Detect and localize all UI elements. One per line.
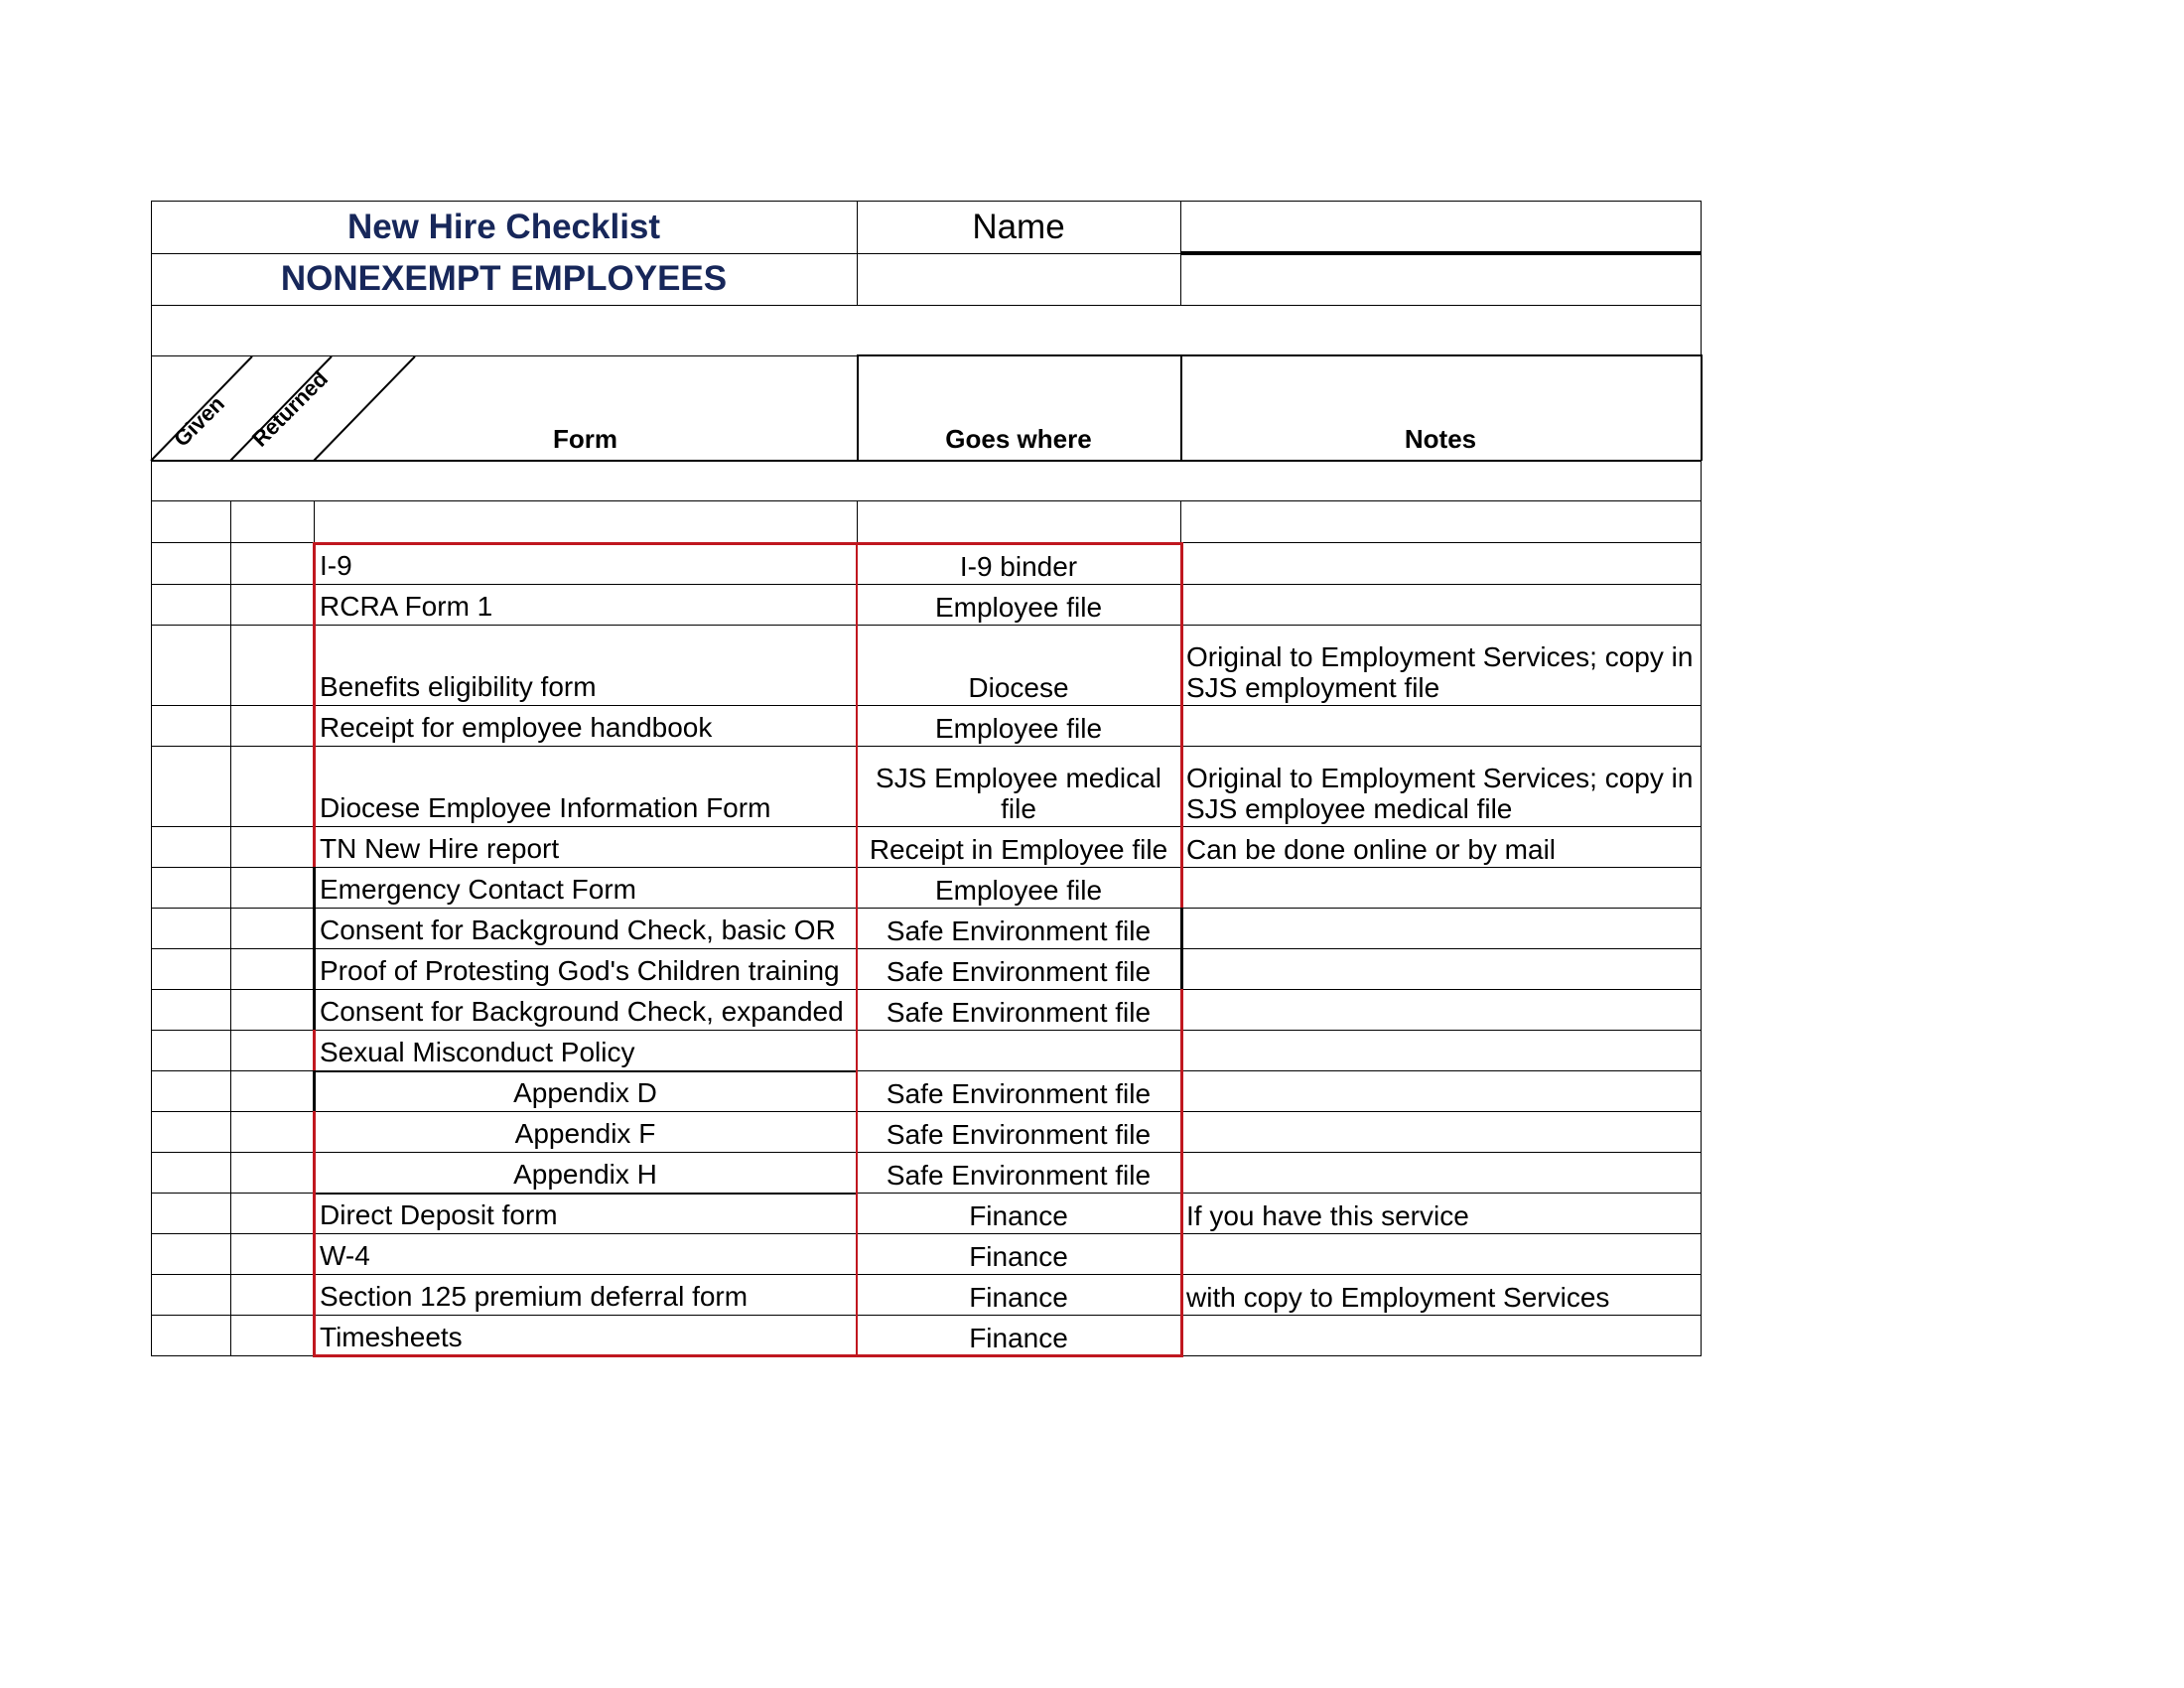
checkbox-given[interactable] — [151, 1030, 230, 1070]
form-name-cell: Appendix H — [513, 1159, 657, 1190]
notes-cell: Original to Employment Services; copy in SJS employment file — [1186, 641, 1694, 703]
checkbox-given[interactable] — [151, 1152, 230, 1193]
form-name-cell: Consent for Background Check, expanded — [320, 996, 844, 1027]
grid-line — [857, 354, 859, 461]
grid-line — [151, 746, 1702, 747]
notes-cell — [1180, 948, 1701, 989]
form-name-cell: Appendix F — [514, 1118, 656, 1149]
goes-where-cell: I-9 binder — [959, 551, 1078, 582]
grid-line — [151, 355, 152, 461]
grid-line — [151, 543, 152, 1356]
form-name-cell: RCRA Form 1 — [320, 591, 493, 622]
goes-where-cell: Safe Environment file — [886, 1160, 1152, 1191]
checkbox-returned[interactable] — [230, 1111, 314, 1152]
checkbox-returned[interactable] — [230, 1152, 314, 1193]
notes-cell — [1180, 989, 1701, 1030]
checkbox-returned[interactable] — [230, 1193, 314, 1233]
grid-line — [151, 1274, 1702, 1275]
notes-cell — [1180, 1070, 1701, 1111]
column-header-goes-where: Goes where — [945, 424, 1092, 454]
checkbox-given[interactable] — [151, 908, 230, 948]
grid-line — [1180, 500, 1181, 543]
checkbox-given[interactable] — [151, 989, 230, 1030]
form-name-cell: Appendix D — [513, 1077, 657, 1108]
checkbox-given[interactable] — [151, 543, 230, 584]
checkbox-returned[interactable] — [230, 826, 314, 867]
grid-line — [151, 305, 1702, 306]
grid-line — [1180, 354, 1182, 461]
checkbox-returned[interactable] — [230, 1030, 314, 1070]
form-name-cell: Direct Deposit form — [320, 1199, 558, 1230]
goes-where-cell: Diocese — [968, 672, 1069, 703]
form-name-cell: Proof of Protesting God's Children training — [320, 955, 840, 986]
checkbox-given[interactable] — [151, 746, 230, 826]
notes-cell — [1180, 543, 1701, 584]
grid-line — [314, 500, 315, 543]
notes-cell: Can be done online or by mail — [1186, 834, 1557, 865]
grid-line — [151, 948, 1702, 949]
goes-where-cell: Employee file — [934, 713, 1103, 744]
form-name-cell: Emergency Contact Form — [320, 874, 636, 905]
checkbox-given[interactable] — [151, 1274, 230, 1315]
grid-line — [151, 908, 1702, 909]
checkbox-given[interactable] — [151, 1315, 230, 1355]
grid-line — [1701, 305, 1702, 356]
diagonal-header-lines — [149, 353, 427, 463]
grid-line — [856, 542, 858, 1356]
checkbox-given[interactable] — [151, 948, 230, 989]
grid-line — [151, 460, 1702, 462]
form-name-cell: Diocese Employee Information Form — [320, 792, 771, 823]
grid-line — [151, 1315, 1702, 1316]
checkbox-given[interactable] — [151, 1233, 230, 1274]
checkbox-given[interactable] — [151, 1111, 230, 1152]
checkbox-given[interactable] — [151, 705, 230, 746]
checkbox-returned[interactable] — [230, 705, 314, 746]
grid-line — [314, 1193, 857, 1195]
notes-cell — [1180, 1315, 1701, 1355]
grid-line — [857, 201, 858, 306]
goes-where-cell: Safe Environment file — [886, 956, 1152, 987]
grid-line — [313, 867, 316, 1030]
grid-line — [1701, 460, 1702, 500]
grid-line — [1701, 201, 1702, 306]
page-subtitle: NONEXEMPT EMPLOYEES — [280, 259, 728, 298]
checkbox-returned[interactable] — [230, 584, 314, 625]
grid-line — [151, 201, 1702, 202]
checkbox-given[interactable] — [151, 867, 230, 908]
grid-line — [151, 1233, 1702, 1234]
grid-line — [151, 705, 1702, 706]
checkbox-given[interactable] — [151, 584, 230, 625]
grid-line — [151, 625, 1702, 626]
checkbox-given[interactable] — [151, 1193, 230, 1233]
form-name-cell: W-4 — [320, 1240, 370, 1271]
grid-line — [151, 500, 152, 543]
checkbox-returned[interactable] — [230, 908, 314, 948]
column-header-given: Given — [169, 390, 229, 452]
grid-line — [1701, 500, 1702, 543]
goes-where-cell: Employee file — [934, 592, 1103, 623]
notes-cell — [1180, 1152, 1701, 1193]
checkbox-returned[interactable] — [230, 1233, 314, 1274]
checkbox-given[interactable] — [151, 826, 230, 867]
goes-where-cell: Safe Environment file — [886, 997, 1152, 1028]
checkbox-returned[interactable] — [230, 1274, 314, 1315]
checkbox-returned[interactable] — [230, 625, 314, 705]
form-name-cell: Consent for Background Check, basic OR — [320, 914, 836, 945]
form-name-cell: Timesheets — [320, 1322, 463, 1352]
grid-line — [151, 1152, 1702, 1153]
notes-cell: If you have this service — [1186, 1200, 1469, 1231]
goes-where-cell: Employee file — [934, 875, 1103, 906]
grid-line — [151, 460, 152, 500]
notes-cell — [1180, 584, 1701, 625]
checkbox-returned[interactable] — [230, 867, 314, 908]
notes-cell — [1180, 705, 1701, 746]
goes-where-cell: Safe Environment file — [886, 915, 1152, 946]
goes-where-cell: Safe Environment file — [886, 1119, 1152, 1150]
checkbox-given[interactable] — [151, 1070, 230, 1111]
goes-where-cell: Finance — [969, 1241, 1068, 1272]
grid-line — [1701, 543, 1702, 1356]
form-name-cell: Sexual Misconduct Policy — [320, 1037, 635, 1067]
grid-line — [1180, 251, 1702, 255]
column-header-returned: Returned — [247, 365, 333, 452]
notes-cell — [1180, 1030, 1701, 1070]
grid-line — [1701, 354, 1703, 461]
grid-line — [151, 989, 1702, 990]
notes-cell — [1180, 1111, 1701, 1152]
grid-line — [1180, 201, 1181, 306]
grid-line — [1180, 908, 1183, 989]
name-label: Name — [972, 208, 1065, 246]
checkbox-returned[interactable] — [230, 948, 314, 989]
goes-where-cell: Finance — [969, 1282, 1068, 1313]
form-name-cell: TN New Hire report — [320, 833, 560, 864]
grid-line — [313, 1354, 1183, 1357]
goes-where-cell: Safe Environment file — [886, 1078, 1152, 1109]
grid-line — [857, 354, 1702, 356]
grid-line — [313, 542, 1183, 545]
checkbox-returned[interactable] — [230, 989, 314, 1030]
notes-cell — [1180, 1233, 1701, 1274]
grid-line — [151, 201, 152, 306]
grid-line — [151, 500, 1702, 501]
grid-line — [314, 1070, 857, 1072]
grid-line — [151, 305, 152, 356]
form-name-cell: Receipt for employee handbook — [320, 712, 713, 743]
name-field[interactable] — [1180, 202, 1701, 253]
grid-line — [230, 543, 231, 1356]
goes-where-cell — [857, 1030, 1180, 1070]
checkbox-returned[interactable] — [230, 543, 314, 584]
notes-cell: Original to Employment Services; copy in SJS employee medical file — [1186, 763, 1694, 824]
column-header-form: Form — [553, 424, 617, 454]
checkbox-returned[interactable] — [230, 1315, 314, 1355]
checkbox-returned[interactable] — [230, 1070, 314, 1111]
checkbox-returned[interactable] — [230, 746, 314, 826]
grid-line — [151, 826, 1702, 827]
goes-where-cell: Receipt in Employee file — [869, 834, 1168, 865]
goes-where-cell: Finance — [969, 1200, 1068, 1231]
grid-line — [151, 253, 1180, 254]
goes-where-cell: Finance — [969, 1323, 1068, 1353]
grid-line — [151, 1111, 1702, 1112]
column-header-notes: Notes — [1404, 424, 1477, 454]
form-name-cell: Benefits eligibility form — [320, 671, 597, 702]
goes-where-cell: SJS Employee medical file — [876, 763, 1161, 824]
grid-line — [151, 867, 1702, 868]
form-name-cell: I-9 — [320, 550, 352, 581]
grid-line — [151, 1030, 1702, 1031]
notes-cell — [1180, 908, 1701, 948]
grid-line — [151, 584, 1702, 585]
checkbox-given[interactable] — [151, 625, 230, 705]
notes-cell — [1180, 867, 1701, 908]
grid-line — [230, 500, 231, 543]
grid-line — [857, 500, 858, 543]
grid-line — [313, 1070, 316, 1111]
notes-cell: with copy to Employment Services — [1186, 1282, 1610, 1313]
page-title: New Hire Checklist — [346, 208, 661, 246]
form-name-cell: Section 125 premium deferral form — [320, 1281, 749, 1312]
